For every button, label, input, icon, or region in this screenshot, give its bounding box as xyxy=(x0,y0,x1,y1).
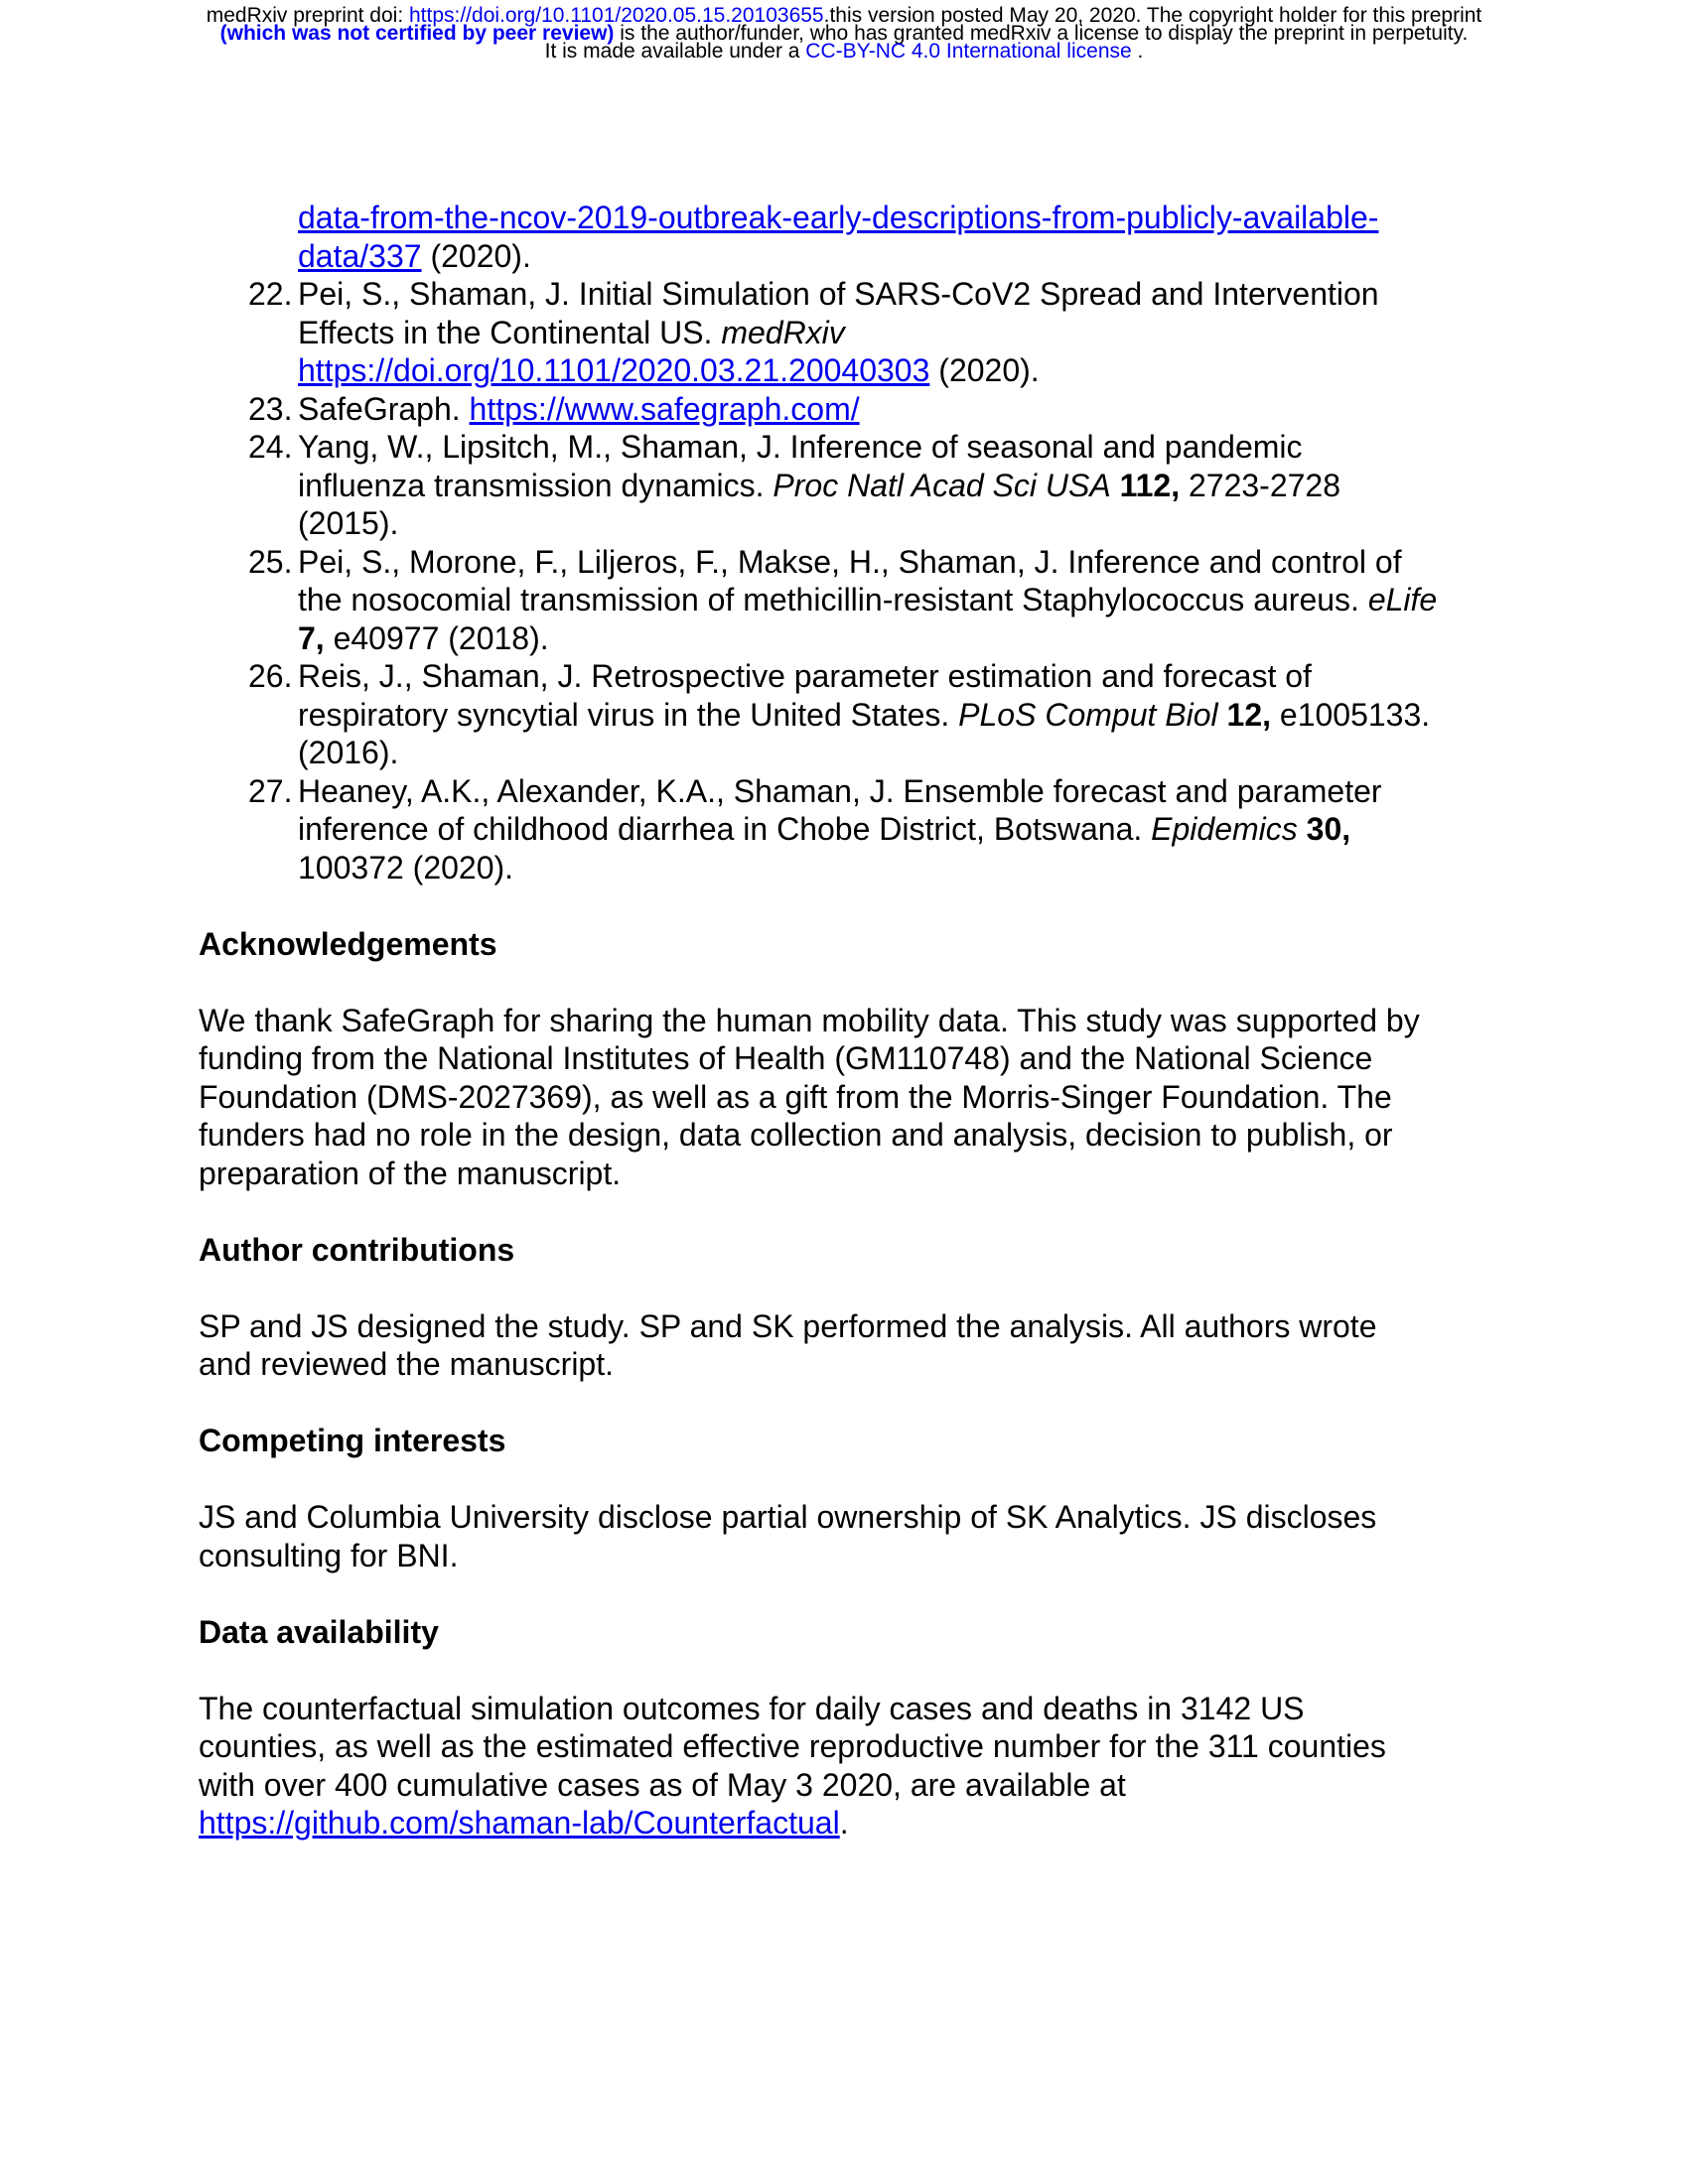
reference-text xyxy=(298,276,1379,388)
section-heading-author-contributions: Author contributions xyxy=(199,1231,515,1268)
reference-list xyxy=(199,199,1499,887)
text-run: eLife xyxy=(1367,582,1438,617)
link[interactable]: https://github.com/shaman-lab/Counterfactual xyxy=(199,1805,840,1841)
section-paragraph xyxy=(199,1690,1499,1843)
text-run: (2015). xyxy=(298,505,399,541)
reference-number: 23. xyxy=(248,390,293,427)
text-run: Epidemics xyxy=(1151,811,1298,847)
text-run: funding from the National Institutes of Health (GM110748) and the National Science xyxy=(199,1040,1373,1076)
link[interactable]: CC-BY-NC 4.0 International license xyxy=(805,40,1132,63)
reference-number: 26. xyxy=(248,658,293,694)
reference-continuation xyxy=(199,199,1499,275)
text-run: with over 400 cumulative cases as of May 3 2020, are available at xyxy=(199,1766,1126,1803)
section-heading-data-availability: Data availability xyxy=(199,1613,439,1650)
link[interactable]: data-from-the-ncov-2019-outbreak-early-descriptions-from-publicly-available- xyxy=(298,200,1379,235)
link[interactable]: https://www.safegraph.com/ xyxy=(469,390,860,427)
text-run: e1005133. xyxy=(1271,696,1431,733)
text-run: Reis, J., Shaman, J. Retrospective parameter estimation and forecast of xyxy=(298,658,1312,694)
reference-number: 22. xyxy=(248,276,293,312)
reference-item xyxy=(199,657,1499,772)
text-run: (2020). xyxy=(929,352,1040,388)
text-run: 100372 (2020). xyxy=(298,849,514,886)
link[interactable]: https://doi.org/10.1101/2020.05.15.20103655 xyxy=(408,4,824,27)
section-paragraph xyxy=(199,1002,1499,1193)
text-run: and reviewed the manuscript. xyxy=(199,1346,614,1382)
text-run: . xyxy=(839,1805,849,1841)
section-heading-acknowledgements: Acknowledgements xyxy=(199,925,497,962)
text-run: inference of childhood diarrhea in Chobe District, Botswana. xyxy=(298,811,1152,847)
reference-item xyxy=(199,772,1499,887)
text-run: Heaney, A.K., Alexander, K.A., Shaman, J. Ensemble forecast and parameter xyxy=(298,772,1382,809)
reference-number: 25. xyxy=(248,543,293,580)
text-run: SafeGraph. xyxy=(298,390,470,427)
section-paragraph xyxy=(199,1307,1499,1384)
text-run: is the author/funder, who has granted medRxiv a license to display the preprint in perpetuity. xyxy=(614,22,1469,45)
text-run: It is made available under a xyxy=(544,40,806,63)
section-acknowledgements xyxy=(199,925,1499,1193)
reference-text xyxy=(298,429,1340,541)
link[interactable]: https://doi.org/10.1101/2020.03.21.20040303 xyxy=(298,352,930,388)
text-run: The counterfactual simulation outcomes for daily cases and deaths in 3142 US xyxy=(199,1690,1305,1726)
reference-item xyxy=(199,275,1499,390)
text-run: influenza transmission dynamics. xyxy=(298,467,774,503)
text-run: SP and JS designed the study. SP and SK performed the analysis. All authors wrote xyxy=(199,1307,1377,1344)
text-run: PLoS Comput Biol xyxy=(958,696,1218,733)
section-author-contributions xyxy=(199,1231,1499,1384)
section-paragraph xyxy=(199,1498,1499,1574)
reference-item xyxy=(199,428,1499,543)
text-run xyxy=(1111,468,1120,503)
text-run: medRxiv xyxy=(721,314,845,350)
text-run: 2723-2728 xyxy=(1180,467,1341,503)
reference-text xyxy=(298,658,1430,770)
text-run xyxy=(1218,697,1227,733)
text-run xyxy=(1298,811,1307,847)
text-run: the nosocomial transmission of methicillin-resistant Staphylococcus aureus. xyxy=(298,582,1368,617)
text-run: medRxiv preprint doi: xyxy=(206,4,409,27)
banner-line xyxy=(0,40,1688,63)
text-run: Pei, S., Morone, F., Liljeros, F., Makse, H., Shaman, J. Inference and control of xyxy=(298,543,1402,580)
text-run: . xyxy=(1131,40,1144,63)
reference-number: 24. xyxy=(248,429,293,465)
reference-item xyxy=(199,390,1499,429)
reference-text xyxy=(298,544,1437,656)
reference-text xyxy=(298,773,1382,886)
text-run: counties, as well as the estimated effective reproductive number for the 311 counties xyxy=(199,1728,1386,1764)
reference-item xyxy=(199,543,1499,658)
text-run: 7, xyxy=(298,619,325,656)
text-run: (2016). xyxy=(298,735,399,770)
text-run: e40977 (2018). xyxy=(324,619,549,656)
section-competing-interests xyxy=(199,1422,1499,1574)
text-run: (which was not certified by peer review) xyxy=(219,22,615,45)
text-run: 12, xyxy=(1226,696,1271,733)
reference-number: 27. xyxy=(248,772,293,809)
text-run: Yang, W., Lipsitch, M., Shaman, J. Inference of seasonal and pandemic xyxy=(298,429,1303,465)
text-run: Pei, S., Shaman, J. Initial Simulation of SARS-CoV2 Spread and Intervention xyxy=(298,276,1379,312)
text-run: (2020). xyxy=(421,237,531,274)
text-run: 30, xyxy=(1306,811,1351,847)
link[interactable]: data/337 xyxy=(298,237,422,274)
text-run: consulting for BNI. xyxy=(199,1537,459,1573)
text-run: 112, xyxy=(1119,467,1181,503)
text-run: Proc Natl Acad Sci USA xyxy=(773,467,1111,503)
medrxiv-banner xyxy=(0,0,1688,61)
section-data-availability xyxy=(199,1613,1499,1843)
text-run: Effects in the Continental US. xyxy=(298,314,722,350)
text-run: We thank SafeGraph for sharing the human mobility data. This study was supported by xyxy=(199,1002,1420,1038)
text-run: .this version posted May 20, 2020. The copyright holder for this preprint xyxy=(823,4,1482,27)
text-run: preparation of the manuscript. xyxy=(199,1155,622,1191)
text-run: Foundation (DMS-2027369), as well as a gift from the Morris-Singer Foundation. The xyxy=(199,1078,1392,1115)
reference-text xyxy=(298,391,860,427)
text-run: respiratory syncytial virus in the United States. xyxy=(298,696,959,733)
text-run: JS and Columbia University disclose partial ownership of SK Analytics. JS discloses xyxy=(199,1499,1377,1535)
section-heading-competing-interests: Competing interests xyxy=(199,1423,506,1458)
page-content xyxy=(199,199,1499,1843)
text-run: funders had no role in the design, data collection and analysis, decision to publish, or xyxy=(199,1117,1393,1153)
